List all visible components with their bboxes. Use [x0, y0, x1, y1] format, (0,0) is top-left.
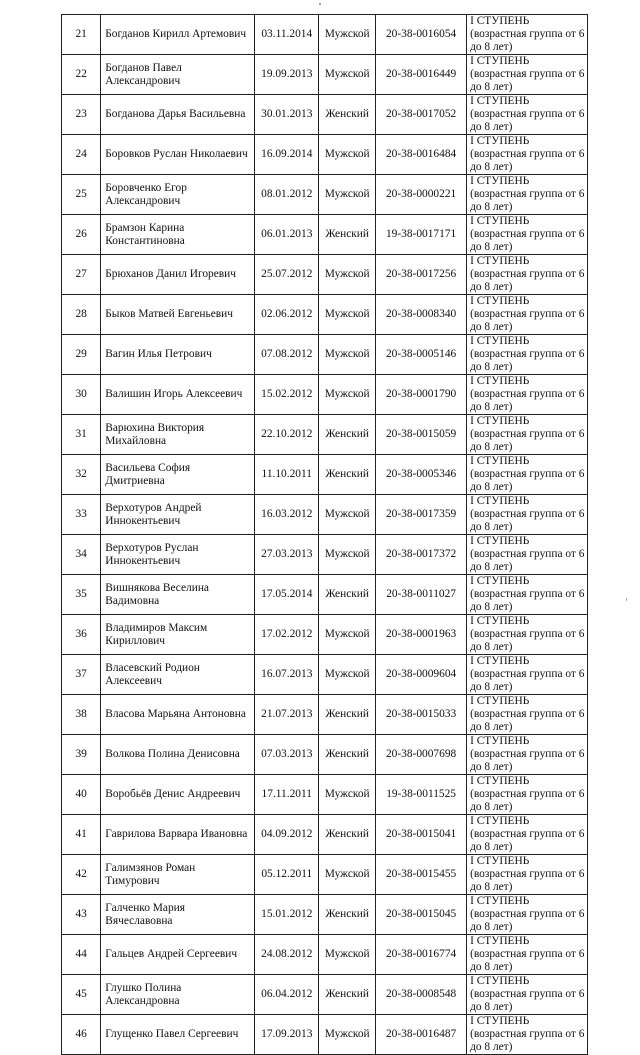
- row-number-cell: 21: [62, 15, 101, 55]
- uin-cell: 20-38-0015033: [376, 695, 467, 735]
- row-number-cell: 36: [62, 615, 101, 655]
- birth-date-cell: 15.02.2012: [255, 375, 319, 415]
- row-number-cell: 28: [62, 295, 101, 335]
- gender-cell: Мужской: [319, 655, 376, 695]
- level-cell: I СТУПЕНЬ (возрастная группа от 6 до 8 лет): [467, 735, 588, 775]
- gender-cell: Мужской: [319, 375, 376, 415]
- gender-cell: Мужской: [319, 1015, 376, 1055]
- uin-cell: 19-38-0017171: [376, 215, 467, 255]
- uin-cell: 20-38-0009604: [376, 655, 467, 695]
- birth-date-cell: 16.03.2012: [255, 495, 319, 535]
- full-name-cell: Власова Марьяна Антоновна: [101, 695, 255, 735]
- gender-cell: Женский: [319, 575, 376, 615]
- level-cell: I СТУПЕНЬ (возрастная группа от 6 до 8 лет): [467, 775, 588, 815]
- birth-date-cell: 17.11.2011: [255, 775, 319, 815]
- row-number-cell: 25: [62, 175, 101, 215]
- gender-cell: Мужской: [319, 775, 376, 815]
- full-name-cell: Воробьёв Денис Андреевич: [101, 775, 255, 815]
- gender-cell: Мужской: [319, 255, 376, 295]
- birth-date-cell: 17.05.2014: [255, 575, 319, 615]
- table-row: [62, 55, 588, 95]
- level-cell: I СТУПЕНЬ (возрастная группа от 6 до 8 лет): [467, 975, 588, 1015]
- full-name-cell: Владимиров Максим Кириллович: [101, 615, 255, 655]
- table-row: [62, 95, 588, 135]
- participants-table-body: [62, 15, 588, 1055]
- level-cell: I СТУПЕНЬ (возрастная группа от 6 до 8 лет): [467, 135, 588, 175]
- table-row: [62, 535, 588, 575]
- uin-cell: 20-38-0008548: [376, 975, 467, 1015]
- gender-cell: Мужской: [319, 615, 376, 655]
- birth-date-cell: 15.01.2012: [255, 895, 319, 935]
- row-number-cell: 38: [62, 695, 101, 735]
- uin-cell: 20-38-0001790: [376, 375, 467, 415]
- uin-cell: 20-38-0015455: [376, 855, 467, 895]
- uin-cell: 20-38-0005346: [376, 455, 467, 495]
- level-cell: I СТУПЕНЬ (возрастная группа от 6 до 8 лет): [467, 855, 588, 895]
- full-name-cell: Брамзон Карина Константиновна: [101, 215, 255, 255]
- uin-cell: 19-38-0011525: [376, 775, 467, 815]
- row-number-cell: 32: [62, 455, 101, 495]
- full-name-cell: Глущенко Павел Сергеевич: [101, 1015, 255, 1055]
- level-cell: I СТУПЕНЬ (возрастная группа от 6 до 8 лет): [467, 295, 588, 335]
- level-cell: I СТУПЕНЬ (возрастная группа от 6 до 8 лет): [467, 55, 588, 95]
- gender-cell: Мужской: [319, 135, 376, 175]
- row-number-cell: 39: [62, 735, 101, 775]
- row-number-cell: 35: [62, 575, 101, 615]
- uin-cell: 20-38-0015041: [376, 815, 467, 855]
- uin-cell: 20-38-0017372: [376, 535, 467, 575]
- row-number-cell: 40: [62, 775, 101, 815]
- full-name-cell: Вишнякова Веселина Вадимовна: [101, 575, 255, 615]
- uin-cell: 20-38-0015045: [376, 895, 467, 935]
- level-cell: I СТУПЕНЬ (возрастная группа от 6 до 8 лет): [467, 655, 588, 695]
- row-number-cell: 22: [62, 55, 101, 95]
- gender-cell: Женский: [319, 95, 376, 135]
- uin-cell: 20-38-0000221: [376, 175, 467, 215]
- table-row: [62, 655, 588, 695]
- birth-date-cell: 07.03.2013: [255, 735, 319, 775]
- uin-cell: 20-38-0016487: [376, 1015, 467, 1055]
- full-name-cell: Вагин Илья Петрович: [101, 335, 255, 375]
- table-row: [62, 175, 588, 215]
- table-row: [62, 255, 588, 295]
- uin-cell: 20-38-0017359: [376, 495, 467, 535]
- gender-cell: Женский: [319, 695, 376, 735]
- row-number-cell: 26: [62, 215, 101, 255]
- row-number-cell: 37: [62, 655, 101, 695]
- level-cell: I СТУПЕНЬ (возрастная группа от 6 до 8 лет): [467, 535, 588, 575]
- birth-date-cell: 17.09.2013: [255, 1015, 319, 1055]
- birth-date-cell: 04.09.2012: [255, 815, 319, 855]
- gender-cell: Женский: [319, 455, 376, 495]
- table-row: [62, 215, 588, 255]
- row-number-cell: 46: [62, 1015, 101, 1055]
- uin-cell: 20-38-0017256: [376, 255, 467, 295]
- uin-cell: 20-38-0016449: [376, 55, 467, 95]
- birth-date-cell: 06.01.2013: [255, 215, 319, 255]
- level-cell: I СТУПЕНЬ (возрастная группа от 6 до 8 лет): [467, 255, 588, 295]
- full-name-cell: Боровченко Егор Александрович: [101, 175, 255, 215]
- level-cell: I СТУПЕНЬ (возрастная группа от 6 до 8 лет): [467, 935, 588, 975]
- gender-cell: Женский: [319, 215, 376, 255]
- full-name-cell: Васильева София Дмитриевна: [101, 455, 255, 495]
- birth-date-cell: 19.09.2013: [255, 55, 319, 95]
- gender-cell: Женский: [319, 415, 376, 455]
- uin-cell: 20-38-0015059: [376, 415, 467, 455]
- table-row: [62, 935, 588, 975]
- full-name-cell: Валишин Игорь Алексеевич: [101, 375, 255, 415]
- level-cell: I СТУПЕНЬ (возрастная группа от 6 до 8 лет): [467, 495, 588, 535]
- table-row: [62, 695, 588, 735]
- row-number-cell: 29: [62, 335, 101, 375]
- full-name-cell: Брюханов Данил Игоревич: [101, 255, 255, 295]
- row-number-cell: 43: [62, 895, 101, 935]
- scan-speck: [319, 3, 321, 5]
- table-row: [62, 415, 588, 455]
- row-number-cell: 42: [62, 855, 101, 895]
- row-number-cell: 41: [62, 815, 101, 855]
- row-number-cell: 27: [62, 255, 101, 295]
- gender-cell: Мужской: [319, 55, 376, 95]
- level-cell: I СТУПЕНЬ (возрастная группа от 6 до 8 лет): [467, 695, 588, 735]
- table-row: [62, 575, 588, 615]
- row-number-cell: 44: [62, 935, 101, 975]
- table-row: [62, 975, 588, 1015]
- full-name-cell: Боровков Руслан Николаевич: [101, 135, 255, 175]
- table-row: [62, 135, 588, 175]
- uin-cell: 20-38-0016484: [376, 135, 467, 175]
- uin-cell: 20-38-0001963: [376, 615, 467, 655]
- birth-date-cell: 08.01.2012: [255, 175, 319, 215]
- gender-cell: Мужской: [319, 15, 376, 55]
- table-row: [62, 735, 588, 775]
- full-name-cell: Богданов Павел Александрович: [101, 55, 255, 95]
- row-number-cell: 24: [62, 135, 101, 175]
- level-cell: I СТУПЕНЬ (возрастная группа от 6 до 8 лет): [467, 375, 588, 415]
- level-cell: I СТУПЕНЬ (возрастная группа от 6 до 8 лет): [467, 615, 588, 655]
- full-name-cell: Волкова Полина Денисовна: [101, 735, 255, 775]
- gender-cell: Женский: [319, 895, 376, 935]
- birth-date-cell: 06.04.2012: [255, 975, 319, 1015]
- birth-date-cell: 16.07.2013: [255, 655, 319, 695]
- level-cell: I СТУПЕНЬ (возрастная группа от 6 до 8 лет): [467, 575, 588, 615]
- gender-cell: Мужской: [319, 855, 376, 895]
- table-row: [62, 295, 588, 335]
- full-name-cell: Глушко Полина Александровна: [101, 975, 255, 1015]
- birth-date-cell: 22.10.2012: [255, 415, 319, 455]
- table-row: [62, 455, 588, 495]
- birth-date-cell: 25.07.2012: [255, 255, 319, 295]
- row-number-cell: 33: [62, 495, 101, 535]
- full-name-cell: Власевский Родион Алексеевич: [101, 655, 255, 695]
- row-number-cell: 34: [62, 535, 101, 575]
- full-name-cell: Галченко Мария Вячеславовна: [101, 895, 255, 935]
- gender-cell: Мужской: [319, 495, 376, 535]
- uin-cell: 20-38-0005146: [376, 335, 467, 375]
- full-name-cell: Верхотуров Андрей Иннокентьевич: [101, 495, 255, 535]
- gender-cell: Мужской: [319, 335, 376, 375]
- full-name-cell: Галимзянов Роман Тимурович: [101, 855, 255, 895]
- full-name-cell: Богданова Дарья Васильевна: [101, 95, 255, 135]
- row-number-cell: 45: [62, 975, 101, 1015]
- level-cell: I СТУПЕНЬ (возрастная группа от 6 до 8 лет): [467, 415, 588, 455]
- full-name-cell: Быков Матвей Евгеньевич: [101, 295, 255, 335]
- gender-cell: Женский: [319, 975, 376, 1015]
- birth-date-cell: 17.02.2012: [255, 615, 319, 655]
- gender-cell: Женский: [319, 735, 376, 775]
- level-cell: I СТУПЕНЬ (возрастная группа от 6 до 8 лет): [467, 95, 588, 135]
- row-number-cell: 23: [62, 95, 101, 135]
- gender-cell: Мужской: [319, 535, 376, 575]
- birth-date-cell: 02.06.2012: [255, 295, 319, 335]
- level-cell: I СТУПЕНЬ (возрастная группа от 6 до 8 лет): [467, 1015, 588, 1055]
- scan-speck: [626, 598, 627, 601]
- level-cell: I СТУПЕНЬ (возрастная группа от 6 до 8 лет): [467, 215, 588, 255]
- table-row: [62, 895, 588, 935]
- birth-date-cell: 21.07.2013: [255, 695, 319, 735]
- birth-date-cell: 24.08.2012: [255, 935, 319, 975]
- participants-table: [61, 14, 588, 1055]
- table-row: [62, 15, 588, 55]
- level-cell: I СТУПЕНЬ (возрастная группа от 6 до 8 лет): [467, 335, 588, 375]
- level-cell: I СТУПЕНЬ (возрастная группа от 6 до 8 лет): [467, 815, 588, 855]
- gender-cell: Женский: [319, 815, 376, 855]
- full-name-cell: Гальцев Андрей Сергеевич: [101, 935, 255, 975]
- uin-cell: 20-38-0011027: [376, 575, 467, 615]
- birth-date-cell: 07.08.2012: [255, 335, 319, 375]
- table-row: [62, 615, 588, 655]
- table-row: [62, 775, 588, 815]
- table-row: [62, 815, 588, 855]
- row-number-cell: 31: [62, 415, 101, 455]
- full-name-cell: Верхотуров Руслан Иннокентьевич: [101, 535, 255, 575]
- birth-date-cell: 27.03.2013: [255, 535, 319, 575]
- level-cell: I СТУПЕНЬ (возрастная группа от 6 до 8 лет): [467, 455, 588, 495]
- gender-cell: Мужской: [319, 935, 376, 975]
- table-row: [62, 335, 588, 375]
- table-row: [62, 375, 588, 415]
- level-cell: I СТУПЕНЬ (возрастная группа от 6 до 8 лет): [467, 15, 588, 55]
- level-cell: I СТУПЕНЬ (возрастная группа от 6 до 8 лет): [467, 175, 588, 215]
- table-row: [62, 855, 588, 895]
- row-number-cell: 30: [62, 375, 101, 415]
- birth-date-cell: 16.09.2014: [255, 135, 319, 175]
- table-row: [62, 495, 588, 535]
- uin-cell: 20-38-0016054: [376, 15, 467, 55]
- full-name-cell: Гаврилова Варвара Ивановна: [101, 815, 255, 855]
- table-row: [62, 1015, 588, 1055]
- uin-cell: 20-38-0007698: [376, 735, 467, 775]
- full-name-cell: Богданов Кирилл Артемович: [101, 15, 255, 55]
- uin-cell: 20-38-0008340: [376, 295, 467, 335]
- level-cell: I СТУПЕНЬ (возрастная группа от 6 до 8 лет): [467, 895, 588, 935]
- uin-cell: 20-38-0016774: [376, 935, 467, 975]
- gender-cell: Мужской: [319, 175, 376, 215]
- birth-date-cell: 11.10.2011: [255, 455, 319, 495]
- full-name-cell: Варюхина Виктория Михайловна: [101, 415, 255, 455]
- gender-cell: Мужской: [319, 295, 376, 335]
- birth-date-cell: 30.01.2013: [255, 95, 319, 135]
- uin-cell: 20-38-0017052: [376, 95, 467, 135]
- birth-date-cell: 05.12.2011: [255, 855, 319, 895]
- birth-date-cell: 03.11.2014: [255, 15, 319, 55]
